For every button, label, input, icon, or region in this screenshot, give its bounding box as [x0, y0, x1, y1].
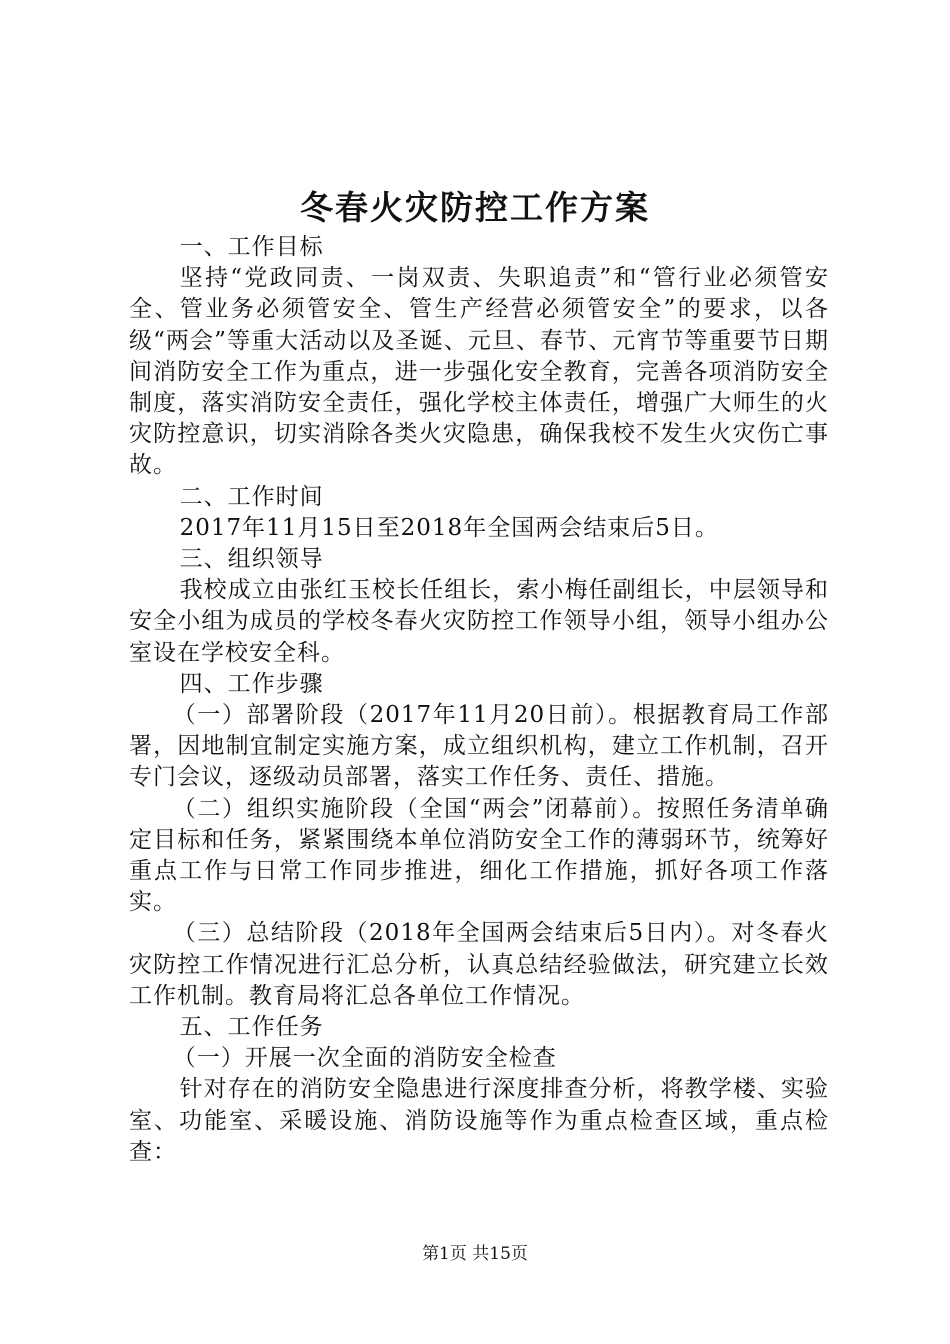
paragraph-task-1: 针对存在的消防安全隐患进行深度排查分析，将教学楼、实验室、功能室、采暖设施、消防设施等作为重点检查区域，重点检查： — [129, 1076, 829, 1165]
page-footer: 第1页 共15页 — [422, 1244, 528, 1264]
section-heading-time: 二、工作时间 — [179, 483, 324, 510]
paragraph-step-1: （一）部署阶段（2017年11月20日前）。根据教育局工作部署，因地制宜制定实施方案，成立组织机构，建立工作机制，召开专门会议，逐级动员部署，落实工作任务、责任、措施。 — [129, 702, 829, 791]
paragraph-step-3: （三）总结阶段（2018年全国两会结束后5日内）。对冬春火灾防控工作情况进行汇总分析，认真总结经验做法，研究建立长效工作机制。教育局将汇总各单位工作情况。 — [129, 920, 829, 1009]
paragraph-step-2: （二）组织实施阶段（全国“两会”闭幕前）。按照任务清单确定目标和任务，紧紧围绕本单位消防安全工作的薄弱环节，统筹好重点工作与日常工作同步推进，细化工作措施，抓好各项工作落实。 — [129, 795, 829, 916]
document-body — [129, 232, 829, 1168]
paragraph-leadership: 我校成立由张红玉校长任组长，索小梅任副组长，中层领导和安全小组为成员的学校冬春火灾防控工作领导小组，领导小组办公室设在学校安全科。 — [129, 577, 829, 666]
section-heading-leadership: 三、组织领导 — [179, 546, 324, 573]
document-title: 冬春火灾防控工作方案 — [300, 188, 650, 227]
section-heading-tasks: 五、工作任务 — [179, 1014, 324, 1041]
section-heading-steps: 四、工作步骤 — [179, 670, 324, 697]
paragraph-time: 2017年11月15日至2018年全国两会结束后5日。 — [179, 514, 719, 541]
section-heading-goal: 一、工作目标 — [179, 234, 324, 260]
subheading-task-1: （一）开展一次全面的消防安全检查 — [172, 1045, 557, 1072]
paragraph-goal: 坚持“党政同责、一岗双责、失职追责”和“管行业必须管安全、管业务必须管安全、管生产经营必须管安全”的要求，以各级“两会”等重大活动以及圣诞、元旦、春节、元宵节等重要节日期间消防安全工作为重点，进一步强化安全教育，完善各项消防安全制度，落实消防安全责任，强化学校主体责任，增强广大师生的火灾防控意识，切实消除各类火灾隐患，确保我校不发生火灾伤亡事故。 — [129, 265, 829, 479]
